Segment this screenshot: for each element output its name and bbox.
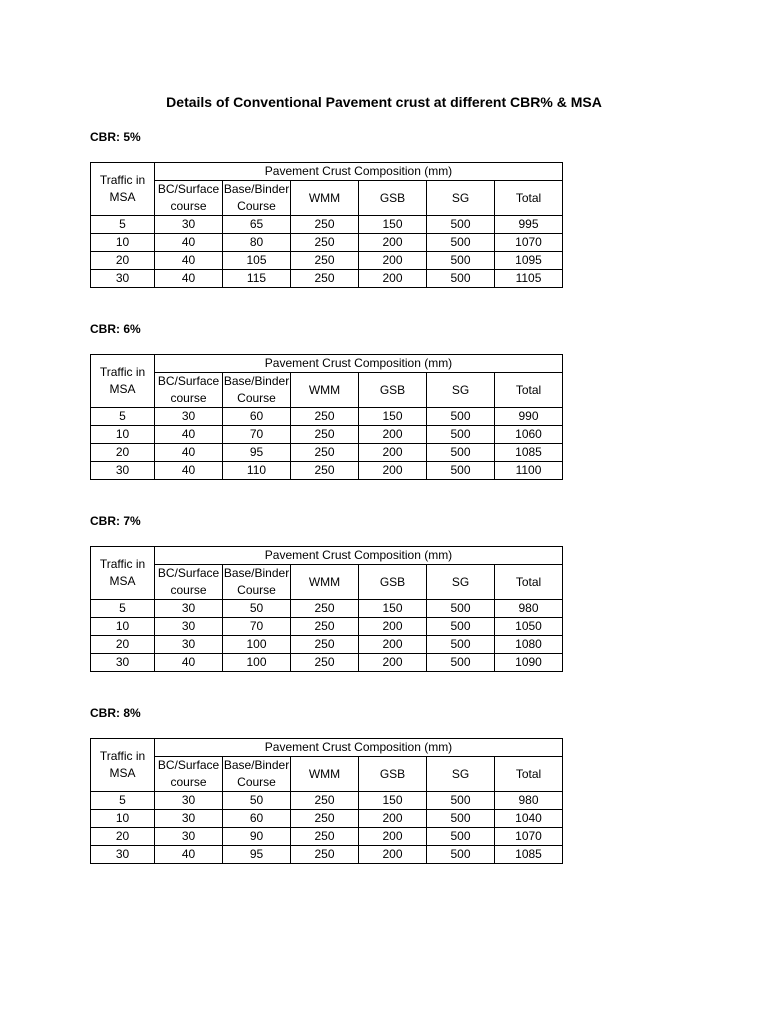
cell-base-binder: 95: [223, 444, 291, 462]
cell-sg: 500: [427, 846, 495, 864]
header-total: Total: [495, 757, 563, 792]
cell-traffic: 20: [91, 828, 155, 846]
cell-bc-surface: 30: [155, 216, 223, 234]
pavement-crust-table: [90, 546, 563, 672]
cell-total: 980: [495, 792, 563, 810]
cell-gsb: 200: [359, 618, 427, 636]
table-row: [91, 216, 563, 234]
cell-bc-surface: 40: [155, 426, 223, 444]
table-row: [91, 426, 563, 444]
cell-sg: 500: [427, 462, 495, 480]
header-total: Total: [495, 565, 563, 600]
cell-bc-surface: 30: [155, 600, 223, 618]
cell-total: 1100: [495, 462, 563, 480]
table-row: [91, 828, 563, 846]
subheader-row: [91, 565, 563, 600]
cbr-section: [90, 322, 570, 477]
cell-traffic: 5: [91, 216, 155, 234]
cell-sg: 500: [427, 810, 495, 828]
cbr-section: [90, 514, 570, 669]
cell-total: 995: [495, 216, 563, 234]
cell-gsb: 200: [359, 270, 427, 288]
table-row: [91, 444, 563, 462]
header-bc: BC/Surface course: [155, 373, 223, 408]
cell-wmm: 250: [291, 636, 359, 654]
cell-bc-surface: 40: [155, 270, 223, 288]
cell-sg: 500: [427, 234, 495, 252]
cell-gsb: 200: [359, 654, 427, 672]
header-gsb: GSB: [359, 757, 427, 792]
cell-gsb: 200: [359, 828, 427, 846]
cell-gsb: 200: [359, 810, 427, 828]
cell-gsb: 200: [359, 636, 427, 654]
table-row: [91, 270, 563, 288]
header-bc: BC/Surface course: [155, 181, 223, 216]
cell-wmm: 250: [291, 462, 359, 480]
cbr-section: [90, 706, 570, 861]
table-row: [91, 846, 563, 864]
header-traffic: Traffic in MSA: [91, 355, 155, 408]
header-composition: Pavement Crust Composition (mm): [155, 355, 563, 373]
cell-sg: 500: [427, 828, 495, 846]
cell-total: 1060: [495, 426, 563, 444]
cell-wmm: 250: [291, 828, 359, 846]
cell-sg: 500: [427, 792, 495, 810]
cell-total: 980: [495, 600, 563, 618]
header-row: [91, 355, 563, 373]
cell-base-binder: 115: [223, 270, 291, 288]
header-traffic: Traffic in MSA: [91, 547, 155, 600]
header-sg: SG: [427, 373, 495, 408]
header-wmm: WMM: [291, 181, 359, 216]
cell-traffic: 20: [91, 636, 155, 654]
cell-gsb: 150: [359, 408, 427, 426]
header-gsb: GSB: [359, 181, 427, 216]
cell-base-binder: 60: [223, 810, 291, 828]
cbr-section: [90, 130, 570, 285]
cell-sg: 500: [427, 600, 495, 618]
cell-traffic: 5: [91, 408, 155, 426]
cell-wmm: 250: [291, 618, 359, 636]
cbr-label: CBR: 5%: [90, 130, 141, 144]
cell-gsb: 150: [359, 216, 427, 234]
cell-base-binder: 80: [223, 234, 291, 252]
cell-gsb: 200: [359, 444, 427, 462]
cell-traffic: 20: [91, 444, 155, 462]
cell-base-binder: 105: [223, 252, 291, 270]
cell-wmm: 250: [291, 654, 359, 672]
header-wmm: WMM: [291, 757, 359, 792]
table-row: [91, 792, 563, 810]
cell-base-binder: 50: [223, 600, 291, 618]
cell-total: 1085: [495, 846, 563, 864]
table-row: [91, 810, 563, 828]
cell-bc-surface: 30: [155, 810, 223, 828]
cbr-label: CBR: 7%: [90, 514, 141, 528]
cell-total: 1080: [495, 636, 563, 654]
cell-wmm: 250: [291, 216, 359, 234]
cell-wmm: 250: [291, 600, 359, 618]
cell-gsb: 150: [359, 600, 427, 618]
header-composition: Pavement Crust Composition (mm): [155, 547, 563, 565]
header-sg: SG: [427, 181, 495, 216]
cell-wmm: 250: [291, 252, 359, 270]
header-base: Base/Binder Course: [223, 181, 291, 216]
cell-gsb: 200: [359, 846, 427, 864]
cell-total: 1085: [495, 444, 563, 462]
header-traffic: Traffic in MSA: [91, 739, 155, 792]
cell-base-binder: 110: [223, 462, 291, 480]
cell-sg: 500: [427, 654, 495, 672]
cell-traffic: 10: [91, 426, 155, 444]
table-row: [91, 654, 563, 672]
cell-sg: 500: [427, 636, 495, 654]
cell-traffic: 5: [91, 600, 155, 618]
cell-traffic: 10: [91, 810, 155, 828]
cell-base-binder: 70: [223, 426, 291, 444]
cell-traffic: 30: [91, 654, 155, 672]
cell-total: 1070: [495, 828, 563, 846]
cell-base-binder: 100: [223, 636, 291, 654]
cell-bc-surface: 30: [155, 828, 223, 846]
cell-base-binder: 70: [223, 618, 291, 636]
header-row: [91, 547, 563, 565]
page-title: Details of Conventional Pavement crust at different CBR% & MSA: [166, 94, 602, 110]
header-row: [91, 163, 563, 181]
header-total: Total: [495, 373, 563, 408]
subheader-row: [91, 373, 563, 408]
cell-base-binder: 100: [223, 654, 291, 672]
cell-sg: 500: [427, 618, 495, 636]
cell-base-binder: 95: [223, 846, 291, 864]
cell-bc-surface: 40: [155, 234, 223, 252]
cell-sg: 500: [427, 216, 495, 234]
cell-total: 1105: [495, 270, 563, 288]
cell-base-binder: 60: [223, 408, 291, 426]
cell-bc-surface: 30: [155, 636, 223, 654]
cell-traffic: 10: [91, 618, 155, 636]
cell-total: 1050: [495, 618, 563, 636]
cbr-label: CBR: 8%: [90, 706, 141, 720]
header-sg: SG: [427, 757, 495, 792]
header-base: Base/Binder Course: [223, 373, 291, 408]
cell-wmm: 250: [291, 408, 359, 426]
cell-gsb: 200: [359, 252, 427, 270]
cell-total: 1070: [495, 234, 563, 252]
cell-bc-surface: 30: [155, 408, 223, 426]
cell-total: 990: [495, 408, 563, 426]
cell-wmm: 250: [291, 270, 359, 288]
header-gsb: GSB: [359, 373, 427, 408]
header-bc: BC/Surface course: [155, 565, 223, 600]
cell-gsb: 150: [359, 792, 427, 810]
cell-traffic: 20: [91, 252, 155, 270]
cell-base-binder: 65: [223, 216, 291, 234]
table-row: [91, 636, 563, 654]
cell-traffic: 5: [91, 792, 155, 810]
header-total: Total: [495, 181, 563, 216]
header-composition: Pavement Crust Composition (mm): [155, 163, 563, 181]
cell-bc-surface: 30: [155, 618, 223, 636]
cell-wmm: 250: [291, 810, 359, 828]
header-row: [91, 739, 563, 757]
header-wmm: WMM: [291, 565, 359, 600]
table-row: [91, 600, 563, 618]
cell-sg: 500: [427, 444, 495, 462]
cell-wmm: 250: [291, 444, 359, 462]
cell-wmm: 250: [291, 234, 359, 252]
cell-traffic: 30: [91, 270, 155, 288]
pavement-crust-table: [90, 354, 563, 480]
table-row: [91, 462, 563, 480]
cell-wmm: 250: [291, 846, 359, 864]
cell-total: 1095: [495, 252, 563, 270]
cell-bc-surface: 40: [155, 252, 223, 270]
table-row: [91, 234, 563, 252]
cell-traffic: 30: [91, 846, 155, 864]
cell-gsb: 200: [359, 234, 427, 252]
table-row: [91, 408, 563, 426]
table-row: [91, 618, 563, 636]
header-gsb: GSB: [359, 565, 427, 600]
header-bc: BC/Surface course: [155, 757, 223, 792]
header-wmm: WMM: [291, 373, 359, 408]
cell-bc-surface: 30: [155, 792, 223, 810]
subheader-row: [91, 181, 563, 216]
cell-sg: 500: [427, 408, 495, 426]
cell-traffic: 30: [91, 462, 155, 480]
cell-sg: 500: [427, 270, 495, 288]
subheader-row: [91, 757, 563, 792]
cell-gsb: 200: [359, 462, 427, 480]
cell-total: 1040: [495, 810, 563, 828]
pavement-crust-table: [90, 738, 563, 864]
header-base: Base/Binder Course: [223, 757, 291, 792]
cell-wmm: 250: [291, 426, 359, 444]
header-sg: SG: [427, 565, 495, 600]
cell-bc-surface: 40: [155, 654, 223, 672]
cell-traffic: 10: [91, 234, 155, 252]
cell-sg: 500: [427, 252, 495, 270]
header-base: Base/Binder Course: [223, 565, 291, 600]
cbr-label: CBR: 6%: [90, 322, 141, 336]
cell-sg: 500: [427, 426, 495, 444]
cell-base-binder: 90: [223, 828, 291, 846]
cell-wmm: 250: [291, 792, 359, 810]
table-row: [91, 252, 563, 270]
cell-bc-surface: 40: [155, 462, 223, 480]
cell-bc-surface: 40: [155, 846, 223, 864]
cell-total: 1090: [495, 654, 563, 672]
cell-gsb: 200: [359, 426, 427, 444]
cell-base-binder: 50: [223, 792, 291, 810]
pavement-crust-table: [90, 162, 563, 288]
header-traffic: Traffic in MSA: [91, 163, 155, 216]
header-composition: Pavement Crust Composition (mm): [155, 739, 563, 757]
cell-bc-surface: 40: [155, 444, 223, 462]
